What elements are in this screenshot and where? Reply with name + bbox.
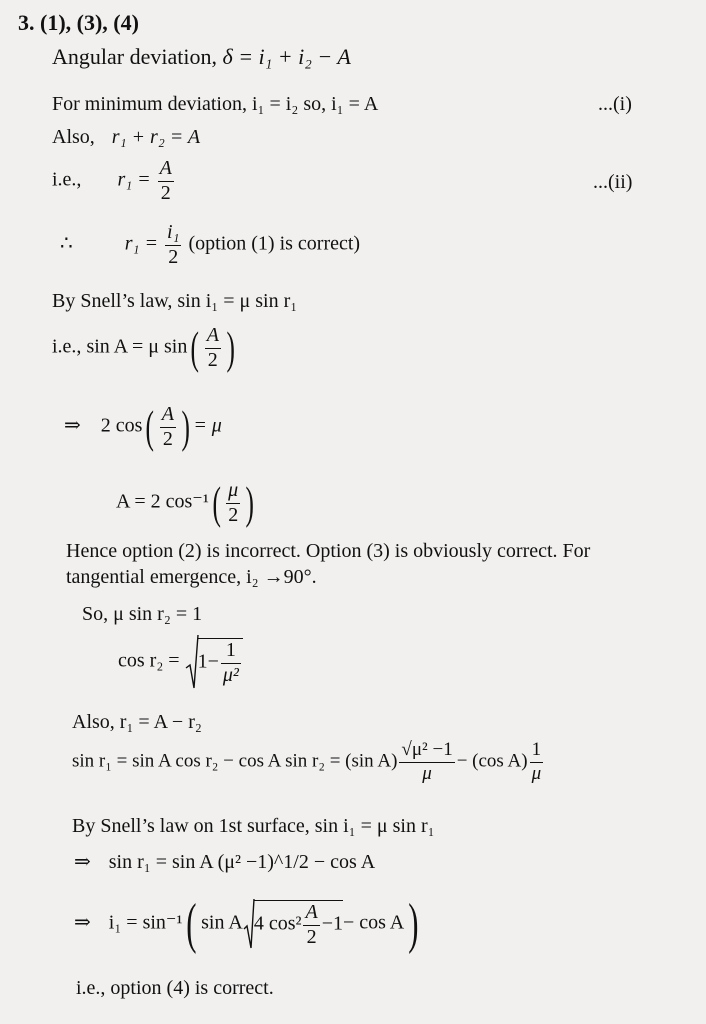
also-r1-line: Also, r₁ = A − r₂: [72, 711, 202, 733]
snells-law-text: By Snell’s law, sin i₁ = μ sin r₁: [52, 290, 298, 312]
angular-deviation-label: Angular deviation,: [52, 44, 223, 69]
a-equals-lhs: A = 2 cos⁻¹: [116, 490, 209, 513]
i1-lhs: i₁ = sin⁻¹: [108, 911, 183, 934]
equals-mu: = μ: [193, 414, 222, 437]
minimum-deviation-text: For minimum deviation, i₁ = i₂ so, i₁ = A: [52, 93, 379, 115]
minus-cos-a: − (cos A): [456, 750, 528, 772]
sin-r1-expansion-line: [72, 740, 545, 784]
implies-symbol-1: ⇒: [64, 414, 81, 437]
implies-symbol-2: ⇒: [74, 851, 91, 873]
question-header: [18, 12, 139, 34]
right-paren: ): [226, 322, 235, 374]
implies-line-1: [64, 401, 222, 453]
cos-r2-line: [118, 634, 243, 690]
sin-a-term: sin A: [201, 911, 243, 934]
right-paren: ): [408, 893, 419, 955]
sqrt-symbol: [185, 634, 199, 690]
angular-deviation-line: [52, 46, 351, 68]
ie-line-2: [52, 322, 238, 374]
radicand: 1− $\frac{1}{\text{μ²}}$: [198, 638, 243, 686]
answer-options: (1), (3), (4): [40, 10, 139, 35]
conclusion-line: i.e., option (4) is correct.: [76, 977, 274, 999]
sin-a-lhs: sin A = μ sin: [86, 335, 188, 358]
equation-ref-i: ...(i): [598, 93, 632, 115]
left-paren: (: [212, 477, 221, 529]
fraction-1-over-mu2: $\frac{1}{\text{μ²}}$: [222, 638, 239, 686]
fraction-sqrt-over-mu: $\frac{\text{√μ² −1}}{\mu}$: [401, 739, 453, 784]
fraction-a-over-2: $\frac{A}{2}$: [159, 157, 172, 204]
right-paren: ): [181, 401, 190, 453]
minimum-deviation-line: [52, 94, 378, 114]
fraction-a-over-2-d: $\frac{A}{2}$: [305, 900, 318, 948]
so-line: So, μ sin r₂ = 1: [82, 603, 203, 625]
question-number: 3.: [18, 10, 35, 35]
radicand-2: 4 cos² $\frac{A}{2}$ −1: [253, 900, 343, 948]
snells-law-line: [52, 291, 297, 311]
fraction-i1-over-2: $\frac{\text{i₁}}{2}$: [166, 221, 180, 268]
r1-lhs-1: r₁ =: [117, 168, 151, 191]
ie-label-1: i.e.,: [52, 168, 82, 191]
implies-symbol-3: ⇒: [74, 911, 91, 934]
minus-cos-a-2: − cos A: [342, 911, 405, 934]
r1-lhs-2: r₁ =: [124, 232, 158, 255]
snells-first-surface-line: By Snell’s law on 1st surface, sin i₁ = μ sin r₁: [72, 815, 435, 837]
two-cos-lhs: 2 cos: [100, 414, 143, 437]
equation-ref-ii: ...(ii): [593, 171, 633, 193]
right-paren: ): [245, 477, 255, 529]
left-paren: (: [190, 322, 200, 374]
therefore-line: [60, 222, 360, 268]
fraction-a-over-2-c: $\frac{A}{2}$: [161, 403, 174, 450]
left-paren: (: [186, 893, 197, 955]
sin-r1-lhs: sin r₁ = sin A cos r₂ − cos A sin r₂ = (sin A): [72, 750, 398, 772]
angular-deviation-formula: δ = i₁ + i₂ − A: [222, 44, 351, 69]
therefore-symbol: ∴: [60, 232, 73, 255]
ie-label-2: i.e.,: [52, 335, 82, 358]
fraction-1-over-mu: $\frac{1}{\mu}$: [531, 739, 542, 784]
fraction-a-over-2-b: $\frac{A}{2}$: [206, 324, 219, 371]
left-paren: (: [145, 401, 155, 453]
implies-line-2: [74, 852, 375, 872]
also-line: [52, 127, 200, 147]
option-1-note: (option (1) is correct): [188, 232, 361, 255]
ie-line-1: [52, 158, 176, 204]
cos-r2-lhs: cos r₂ =: [118, 649, 180, 672]
also-label: Also,: [52, 126, 95, 148]
implies-line-3: [74, 893, 423, 955]
also-formula: r₁ + r₂ = A: [111, 126, 201, 148]
sin-r1-formula: sin r₁ = sin A (μ² −1)^1/2 − cos A: [108, 851, 376, 873]
fraction-mu-over-2: $\frac{\mu}{2}$: [228, 479, 239, 526]
a-equals-line: [116, 477, 258, 529]
hence-paragraph: Hence option (2) is incorrect. Option (3) is obviously correct. For tangential emergence, i₂ →90°.: [66, 540, 591, 588]
